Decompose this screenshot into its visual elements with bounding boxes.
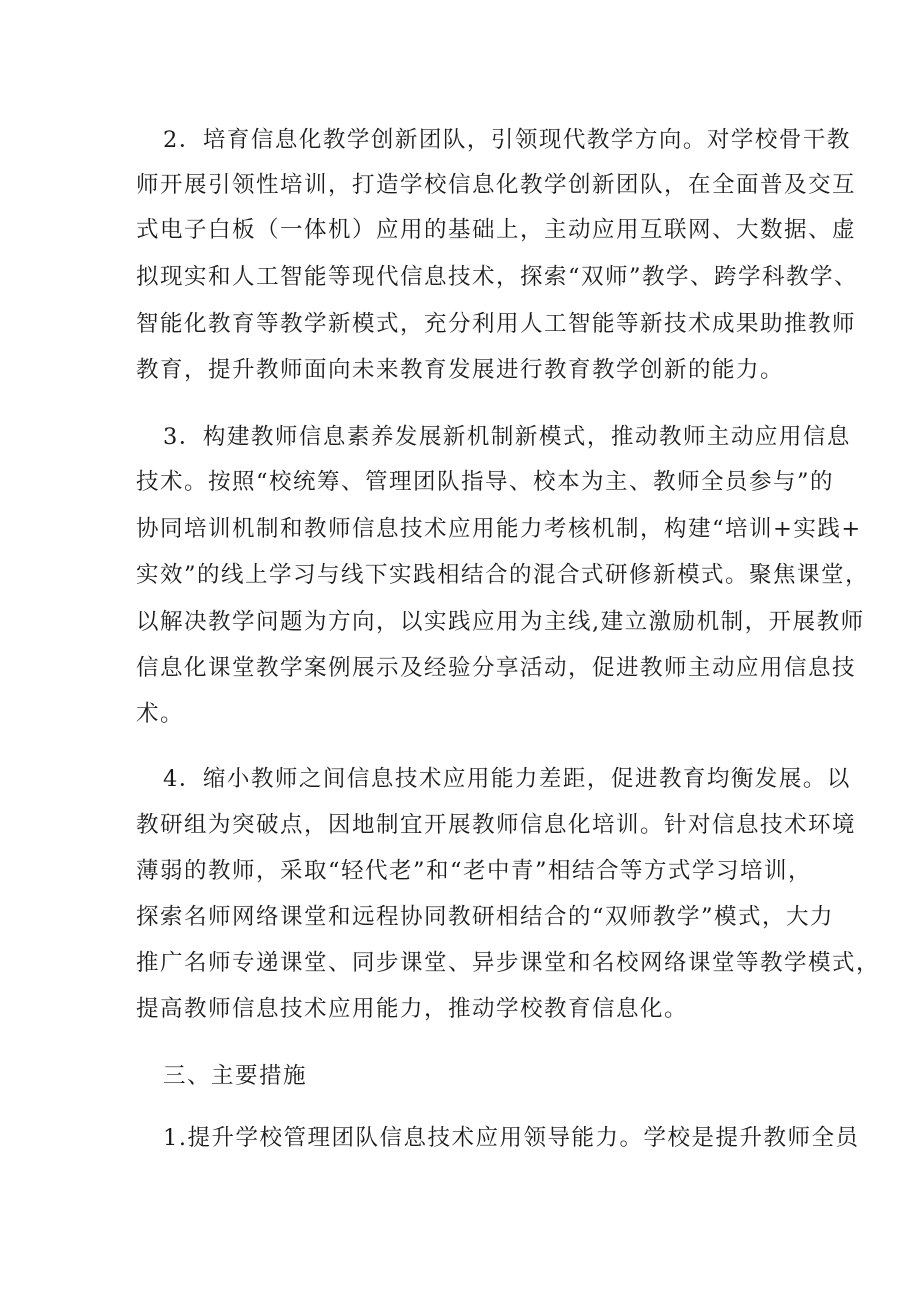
paragraph-2-line-3: 式电子白板（一体机）应用的基础上，主动应用互联网、大数据、虚 bbox=[136, 217, 857, 243]
paragraph-3-line-4: 实效”的线上学习与线下实践相结合的混合式研修新模式。聚焦课堂， bbox=[136, 562, 870, 588]
paragraph-4-line-4: 探索名师网络课堂和远程协同教研相结合的“双师教学”模式，大力 bbox=[136, 904, 835, 930]
paragraph-3-line-3: 协同培训机制和教师信息技术应用能力考核机制，构建“培训+实践+ bbox=[136, 516, 862, 542]
paragraph-3-line-5: 以解决教学问题为方向，以实践应用为主线,建立激励机制，开展教师 bbox=[136, 609, 865, 635]
measure-1-line-1: 1.提升学校管理团队信息技术应用领导能力。学校是提升教师全员 bbox=[163, 1125, 860, 1151]
section-heading: 三、主要措施 bbox=[163, 1063, 308, 1089]
paragraph-3-line-1: 3．构建教师信息素养发展新机制新模式，推动教师主动应用信息 bbox=[163, 424, 851, 450]
paragraph-4-line-3: 薄弱的教师，采取“轻代老”和“老中青”相结合等方式学习培训， bbox=[136, 858, 813, 884]
paragraph-4-line-5: 推广名师专递课堂、同步课堂、异步课堂和名校网络课堂等教学模式， bbox=[136, 950, 881, 976]
paragraph-3-line-7: 术。 bbox=[136, 701, 185, 727]
paragraph-3-line-2: 技术。按照“校统筹、管理团队指导、校本为主、教师全员参与”的 bbox=[136, 469, 835, 495]
paragraph-4-line-2: 教研组为突破点，因地制宜开展教师信息化培训。针对信息技术环境 bbox=[136, 812, 857, 838]
paragraph-2-line-5: 智能化教育等教学新模式，充分利用人工智能等新技术成果助推教师 bbox=[136, 311, 857, 337]
paragraph-2-line-4: 拟现实和人工智能等现代信息技术，探索“双师”教学、跨学科教学、 bbox=[136, 264, 859, 290]
paragraph-3-line-6: 信息化课堂教学案例展示及经验分享活动，促进教师主动应用信息技 bbox=[136, 655, 857, 681]
paragraph-4-line-6: 提高教师信息技术应用能力，推动学校教育信息化。 bbox=[136, 996, 689, 1022]
paragraph-4-line-1: 4．缩小教师之间信息技术应用能力差距，促进教育均衡发展。以 bbox=[163, 766, 851, 792]
paragraph-2-line-2: 师开展引领性培训，打造学校信息化教学创新团队，在全面普及交互 bbox=[136, 172, 857, 198]
paragraph-2-line-1: 2．培育信息化教学创新团队，引领现代教学方向。对学校骨干教 bbox=[163, 127, 851, 153]
paragraph-2-line-6: 教育，提升教师面向未来教育发展进行教育教学创新的能力。 bbox=[136, 357, 785, 383]
